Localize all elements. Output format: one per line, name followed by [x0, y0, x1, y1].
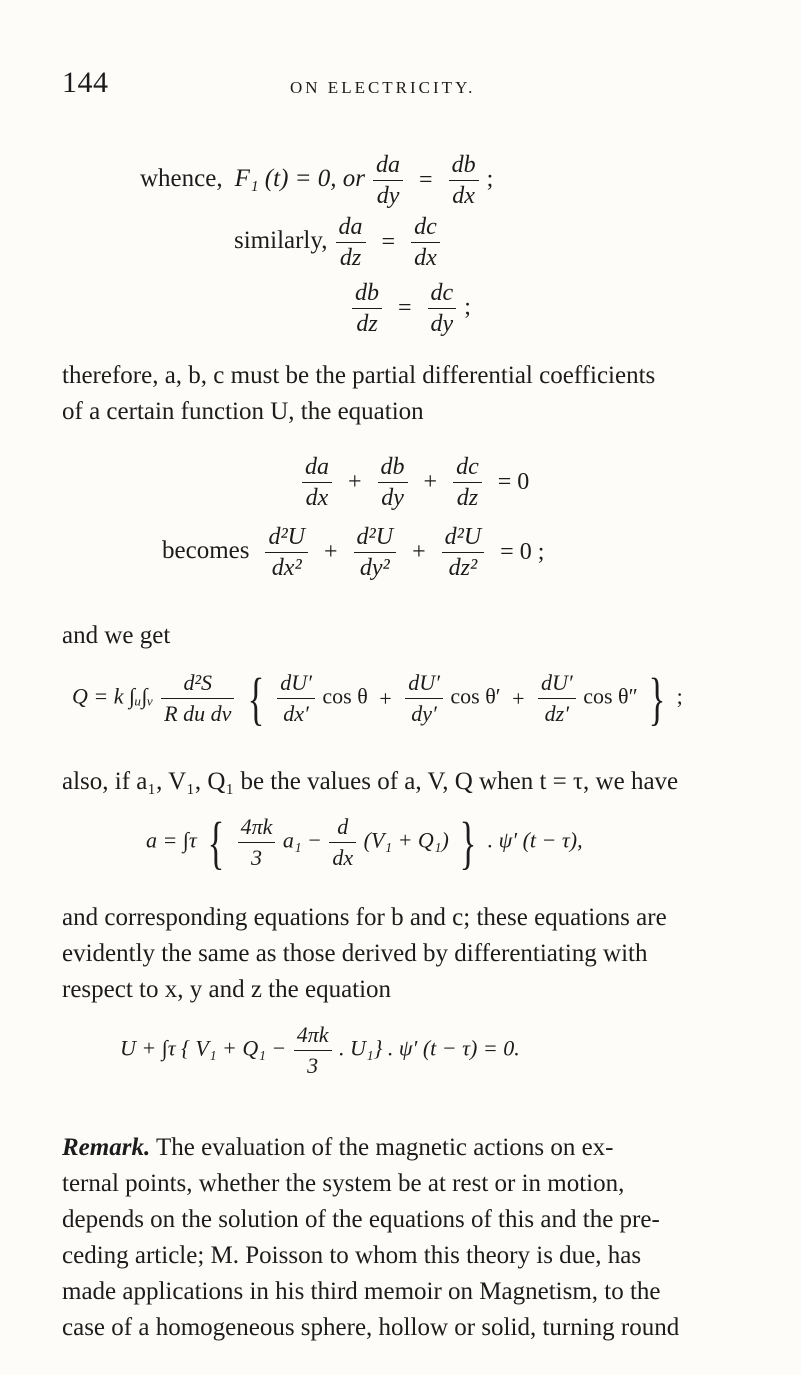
text-line: ternal points, whether the system be at rest or in motion, — [62, 1170, 625, 1197]
paragraph-corresponding — [62, 900, 762, 1008]
denominator: dx — [452, 183, 475, 209]
denominator: dx² — [271, 555, 302, 581]
eq8-left: U + ∫τ { V₁ + Q₁ − — [120, 1035, 287, 1061]
text-line: and corresponding equations for b and c; these equations are — [62, 904, 667, 931]
numerator: da — [373, 150, 403, 181]
denominator: dy — [430, 311, 454, 337]
fraction — [329, 812, 356, 873]
left-brace: { — [207, 809, 225, 875]
page-number: 144 — [62, 66, 109, 99]
text-line: evidently the same as those derived by differentiating with — [62, 940, 648, 967]
denominator: dy — [376, 183, 400, 209]
denominator: dz — [339, 245, 362, 271]
semicolon: ; — [486, 166, 494, 193]
fraction — [405, 668, 443, 729]
cos-term: cos θ′ — [450, 683, 501, 709]
fraction — [294, 1020, 332, 1081]
paragraph-therefore — [62, 358, 762, 430]
denominator: dx — [305, 485, 329, 511]
denominator: dy² — [359, 555, 390, 581]
numerator: 4πk — [238, 812, 276, 843]
denominator: dz — [456, 485, 479, 511]
equals-sign: = — [398, 295, 412, 321]
plus-sign: + — [423, 469, 438, 495]
equation-divergence — [300, 452, 537, 513]
eq7-paren: (V₁ + Q₁) — [363, 827, 449, 853]
plus-sign: + — [324, 539, 338, 565]
denominator: dy′ — [411, 701, 437, 726]
numerator: dU′ — [277, 668, 315, 699]
running-title: ON ELECTRICITY. — [290, 78, 476, 97]
fraction — [238, 812, 276, 873]
denominator: dz² — [448, 555, 478, 581]
numerator: d — [329, 812, 356, 843]
numerator: d²S — [161, 668, 234, 699]
numerator: d²U — [354, 522, 397, 553]
denominator: dz′ — [544, 701, 570, 726]
equals-zero: = 0 — [497, 469, 530, 495]
eq7-end: . ψ′ (t − τ), — [487, 827, 583, 853]
fraction — [378, 452, 408, 513]
denominator: dx′ — [283, 701, 309, 726]
numerator: db — [378, 452, 408, 483]
text-line: therefore, a, b, c must be the partial differential coefficients — [62, 362, 656, 389]
equation-laplace — [162, 522, 552, 583]
text-line: made applications in his third memoir on Magnetism, to the — [62, 1278, 661, 1305]
numerator: dU′ — [538, 668, 576, 699]
denominator: dx — [414, 245, 437, 271]
numerator: dc — [453, 452, 482, 483]
paragraph-also — [62, 764, 762, 800]
plus-sign: + — [512, 685, 525, 711]
denominator: 3 — [250, 845, 262, 870]
becomes-label: becomes — [162, 537, 250, 565]
numerator: d²U — [442, 522, 485, 553]
fraction — [442, 522, 485, 583]
numerator: d²U — [265, 522, 308, 553]
remark-label: Remark. — [62, 1134, 151, 1161]
denominator: 3 — [307, 1053, 319, 1078]
plus-sign: + — [348, 469, 362, 495]
fraction — [411, 212, 440, 273]
numerator: da — [336, 212, 366, 243]
text-line: also, if a₁, V₁, Q₁ be the values of a, V, Q when t = τ, we have — [62, 768, 679, 795]
numerator: dc — [411, 212, 440, 243]
fraction — [453, 452, 482, 513]
text-line: case of a homogeneous sphere, hollow or solid, turning round — [62, 1314, 680, 1341]
fraction — [265, 522, 308, 583]
fraction — [352, 278, 382, 339]
equals-sign: = — [419, 167, 433, 193]
fraction — [449, 150, 479, 211]
fraction — [277, 668, 315, 729]
numerator: db — [352, 278, 382, 309]
equation-a — [146, 809, 583, 875]
eq7-left: a = ∫τ — [146, 827, 197, 853]
paragraph-remark — [62, 1130, 762, 1346]
equation-similarly — [234, 212, 442, 273]
equation-q — [72, 665, 683, 731]
fraction — [428, 278, 457, 339]
eq8-end: . U₁} . ψ′ (t − τ) = 0. — [339, 1035, 520, 1061]
fraction — [336, 212, 366, 273]
left-brace: { — [247, 665, 265, 731]
fraction — [373, 150, 403, 211]
whence-label: whence, — [140, 165, 223, 193]
remark-text: The evaluation of the magnetic actions on ex- — [156, 1134, 614, 1161]
equals-sign: = — [381, 229, 396, 255]
equation-db-dc — [350, 278, 471, 339]
paragraph-and-we-get — [62, 618, 762, 654]
text-line: and we get — [62, 622, 171, 649]
numerator: da — [302, 452, 332, 483]
text-line: respect to x, y and z the equation — [62, 976, 392, 1003]
fraction — [354, 522, 397, 583]
equation-u — [120, 1020, 520, 1081]
text-line: of a certain function U, the equation — [62, 398, 424, 425]
right-brace: } — [459, 809, 477, 875]
semicolon: ; — [676, 683, 683, 709]
text-line: depends on the solution of the equations of this and the pre- — [62, 1206, 660, 1233]
eq1-left: F₁ (t) = 0, or — [234, 165, 366, 193]
fraction — [302, 452, 332, 513]
equation-whence — [140, 150, 493, 211]
eq6-left: Q = k ∫ᵤ∫ᵥ — [72, 683, 154, 709]
text-line — [62, 1130, 762, 1166]
cos-term: cos θ″ — [583, 683, 638, 709]
fraction — [161, 668, 234, 729]
numerator: dc — [428, 278, 457, 309]
numerator: db — [449, 150, 479, 181]
equals-zero: = 0 ; — [500, 539, 545, 565]
numerator: 4πk — [294, 1020, 332, 1051]
plus-sign: + — [379, 685, 392, 711]
fraction — [538, 668, 576, 729]
numerator: dU′ — [405, 668, 443, 699]
semicolon: ; — [464, 294, 471, 321]
plus-sign: + — [412, 539, 426, 565]
denominator: dx — [332, 845, 354, 870]
denominator: dy — [381, 485, 404, 511]
text-line: ceding article; M. Poisson to whom this theory is due, has — [62, 1242, 642, 1269]
denominator: R du dv — [164, 701, 232, 726]
similarly-label: similarly, — [234, 227, 328, 255]
cos-term: cos θ — [322, 683, 368, 709]
denominator: dz — [356, 311, 378, 337]
right-brace: } — [648, 665, 666, 731]
eq7-term: a₁ − — [282, 827, 322, 853]
